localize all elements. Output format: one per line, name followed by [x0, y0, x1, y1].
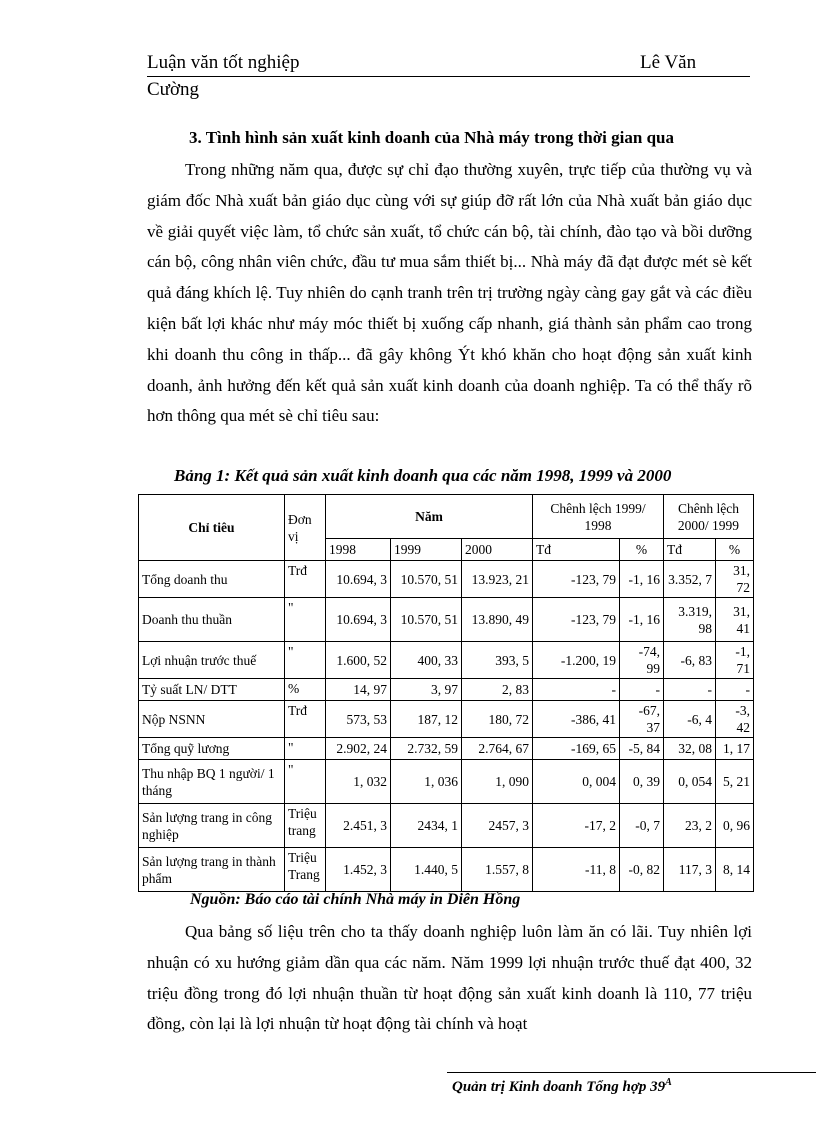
paragraph-intro — [147, 155, 752, 432]
cell-y1998: 1.600, 52 — [326, 642, 391, 679]
cell-pct2: - — [716, 679, 754, 701]
cell-name: Nộp NSNN — [139, 701, 285, 738]
cell-y2000: 2.764, 67 — [462, 738, 533, 760]
cell-td1: -386, 41 — [533, 701, 620, 738]
cell-name: Doanh thu thuần — [139, 598, 285, 642]
cell-pct2: 5, 21 — [716, 760, 754, 804]
cell-y2000: 2457, 3 — [462, 804, 533, 848]
header-1998: 1998 — [326, 539, 391, 561]
table-row — [139, 561, 754, 598]
cell-unit: Triệu trang — [285, 804, 326, 848]
cell-y1999: 187, 12 — [391, 701, 462, 738]
cell-name: Tổng doanh thu — [139, 561, 285, 598]
results-table — [138, 494, 754, 892]
cell-td2: 117, 3 — [664, 848, 716, 892]
cell-unit: " — [285, 760, 326, 804]
cell-name: Lợi nhuận trước thuế — [139, 642, 285, 679]
cell-pct2: 1, 17 — [716, 738, 754, 760]
cell-y1998: 10.694, 3 — [326, 598, 391, 642]
header-td-1: Tđ — [533, 539, 620, 561]
cell-pct1: -1, 16 — [620, 561, 664, 598]
header-author: Lê Văn — [640, 52, 697, 73]
table-row — [139, 642, 754, 679]
cell-name: Tỷ suất LN/ DTT — [139, 679, 285, 701]
cell-td2: 32, 08 — [664, 738, 716, 760]
cell-pct1: -67, 37 — [620, 701, 664, 738]
cell-td2: 23, 2 — [664, 804, 716, 848]
cell-td1: -17, 2 — [533, 804, 620, 848]
cell-td2: 3.319, 98 — [664, 598, 716, 642]
cell-y1999: 400, 33 — [391, 642, 462, 679]
header-1999: 1999 — [391, 539, 462, 561]
header-author-continuation: Cường — [147, 79, 200, 100]
cell-unit: " — [285, 598, 326, 642]
cell-td2: -6, 83 — [664, 642, 716, 679]
header-title: Luận văn tốt nghiệp — [147, 52, 300, 73]
cell-y1998: 2.902, 24 — [326, 738, 391, 760]
cell-td2: 0, 054 — [664, 760, 716, 804]
cell-y1998: 573, 53 — [326, 701, 391, 738]
cell-td1: -1.200, 19 — [533, 642, 620, 679]
table-row — [139, 848, 754, 892]
cell-unit: Trđ — [285, 561, 326, 598]
cell-y1999: 3, 97 — [391, 679, 462, 701]
cell-y1998: 1, 032 — [326, 760, 391, 804]
cell-y1998: 2.451, 3 — [326, 804, 391, 848]
cell-pct1: 0, 39 — [620, 760, 664, 804]
cell-name: Thu nhập BQ 1 người/ 1 tháng — [139, 760, 285, 804]
cell-pct1: -74, 99 — [620, 642, 664, 679]
cell-pct2: 31, 41 — [716, 598, 754, 642]
cell-y1999: 10.570, 51 — [391, 598, 462, 642]
header-diff-1999-1998: Chênh lệch 1999/ 1998 — [533, 495, 664, 539]
cell-y2000: 13.923, 21 — [462, 561, 533, 598]
table-row — [139, 738, 754, 760]
table-row — [139, 804, 754, 848]
cell-y2000: 1.557, 8 — [462, 848, 533, 892]
table-row — [139, 701, 754, 738]
cell-td2: 3.352, 7 — [664, 561, 716, 598]
cell-name: Sản lượng trang in thành phẩm — [139, 848, 285, 892]
cell-unit: % — [285, 679, 326, 701]
cell-unit: Triệu Trang — [285, 848, 326, 892]
paragraph-analysis — [147, 917, 752, 1040]
cell-td1: -11, 8 — [533, 848, 620, 892]
footer-rule — [447, 1072, 816, 1073]
table-row — [139, 760, 754, 804]
cell-pct1: -0, 82 — [620, 848, 664, 892]
footer — [452, 1077, 672, 1096]
cell-unit: Trđ — [285, 701, 326, 738]
paragraph-intro-text: Trong những năm qua, được sự chỉ đạo thường xuyên, trực tiếp của thường vụ và giám đốc Nhà xuất bản giáo dục cùng với sự giúp đỡ rất lớn của Nhà xuất bản giáo dục về giải quyết việc làm, tổ chức sản xuất, tổ chức cán bộ, tài chính, đào tạo và bồi dưỡng cán bộ, công nhân viên chức, đầu tư mua sắm thiết bị... Nhà máy đã đạt được mét sè kết quả đáng khích lệ. Tuy nhiên do cạnh tranh trên trị trường ngày càng gay gắt và các điều kiện bất lợi khác như máy móc thiết bị xuống cấp nhanh, giá thành sản phẩm cao trong khi doanh thu công in thấp... đã gây không Ýt khó khăn cho hoạt động sản xuất kinh doanh, ảnh hưởng đến kết quả sản xuất kinh doanh của doanh nghiệp. Ta có thể thấy rõ hơn thông qua mét sè chỉ tiêu sau: — [147, 160, 752, 426]
cell-y1998: 14, 97 — [326, 679, 391, 701]
table-source: Nguồn: Báo cáo tài chính Nhà máy in Diên Hồng — [190, 891, 521, 908]
header-2000: 2000 — [462, 539, 533, 561]
footer-text: Quản trị Kinh doanh Tổng hợp 39 — [452, 1079, 666, 1095]
cell-pct1: -1, 16 — [620, 598, 664, 642]
cell-td1: -123, 79 — [533, 561, 620, 598]
cell-y1998: 1.452, 3 — [326, 848, 391, 892]
header-year: Năm — [326, 495, 533, 539]
cell-y1999: 2434, 1 — [391, 804, 462, 848]
cell-name: Sản lượng trang in công nghiệp — [139, 804, 285, 848]
cell-pct2: 8, 14 — [716, 848, 754, 892]
cell-y1999: 10.570, 51 — [391, 561, 462, 598]
cell-pct1: - — [620, 679, 664, 701]
cell-td2: - — [664, 679, 716, 701]
cell-y1998: 10.694, 3 — [326, 561, 391, 598]
cell-unit: " — [285, 738, 326, 760]
cell-y1999: 1, 036 — [391, 760, 462, 804]
section-title: 3. Tình hình sản xuất kinh doanh của Nhà máy trong thời gian qua — [189, 128, 674, 147]
cell-y2000: 2, 83 — [462, 679, 533, 701]
table-caption: Bảng 1: Kết quả sản xuất kinh doanh qua các năm 1998, 1999 và 2000 — [174, 466, 672, 485]
cell-td2: -6, 4 — [664, 701, 716, 738]
cell-y2000: 393, 5 — [462, 642, 533, 679]
cell-y2000: 180, 72 — [462, 701, 533, 738]
footer-sup: A — [665, 1077, 672, 1088]
table-row — [139, 598, 754, 642]
header-td-2: Tđ — [664, 539, 716, 561]
cell-pct2: 0, 96 — [716, 804, 754, 848]
header-pct-1: % — [620, 539, 664, 561]
paragraph-analysis-text: Qua bảng số liệu trên cho ta thấy doanh nghiệp luôn làm ăn có lãi. Tuy nhiên lợi nhuận có xu hướng giảm dần qua các năm. Năm 1999 lợi nhuận trước thuế đạt 400, 32 triệu đồng trong đó lợi nhuận thuần từ hoạt động sản xuất kinh doanh là 110, 77 triệu đồng, còn lại là lợi nhuận từ hoạt động tài chính và hoạt — [147, 922, 752, 1034]
cell-pct2: 31, 72 — [716, 561, 754, 598]
cell-pct2: -1, 71 — [716, 642, 754, 679]
table-row — [139, 679, 754, 701]
cell-y2000: 1, 090 — [462, 760, 533, 804]
cell-y1999: 1.440, 5 — [391, 848, 462, 892]
cell-unit: " — [285, 642, 326, 679]
cell-name: Tổng quỹ lương — [139, 738, 285, 760]
cell-pct2: -3, 42 — [716, 701, 754, 738]
header-unit: Đơn vị — [285, 495, 326, 561]
header-indicator: Chỉ tiêu — [139, 495, 285, 561]
cell-y1999: 2.732, 59 — [391, 738, 462, 760]
cell-pct1: -0, 7 — [620, 804, 664, 848]
cell-td1: -169, 65 — [533, 738, 620, 760]
cell-y2000: 13.890, 49 — [462, 598, 533, 642]
cell-pct1: -5, 84 — [620, 738, 664, 760]
cell-td1: - — [533, 679, 620, 701]
header-diff-2000-1999: Chênh lệch 2000/ 1999 — [664, 495, 754, 539]
cell-td1: -123, 79 — [533, 598, 620, 642]
header-rule — [147, 76, 750, 77]
cell-td1: 0, 004 — [533, 760, 620, 804]
header-pct-2: % — [716, 539, 754, 561]
